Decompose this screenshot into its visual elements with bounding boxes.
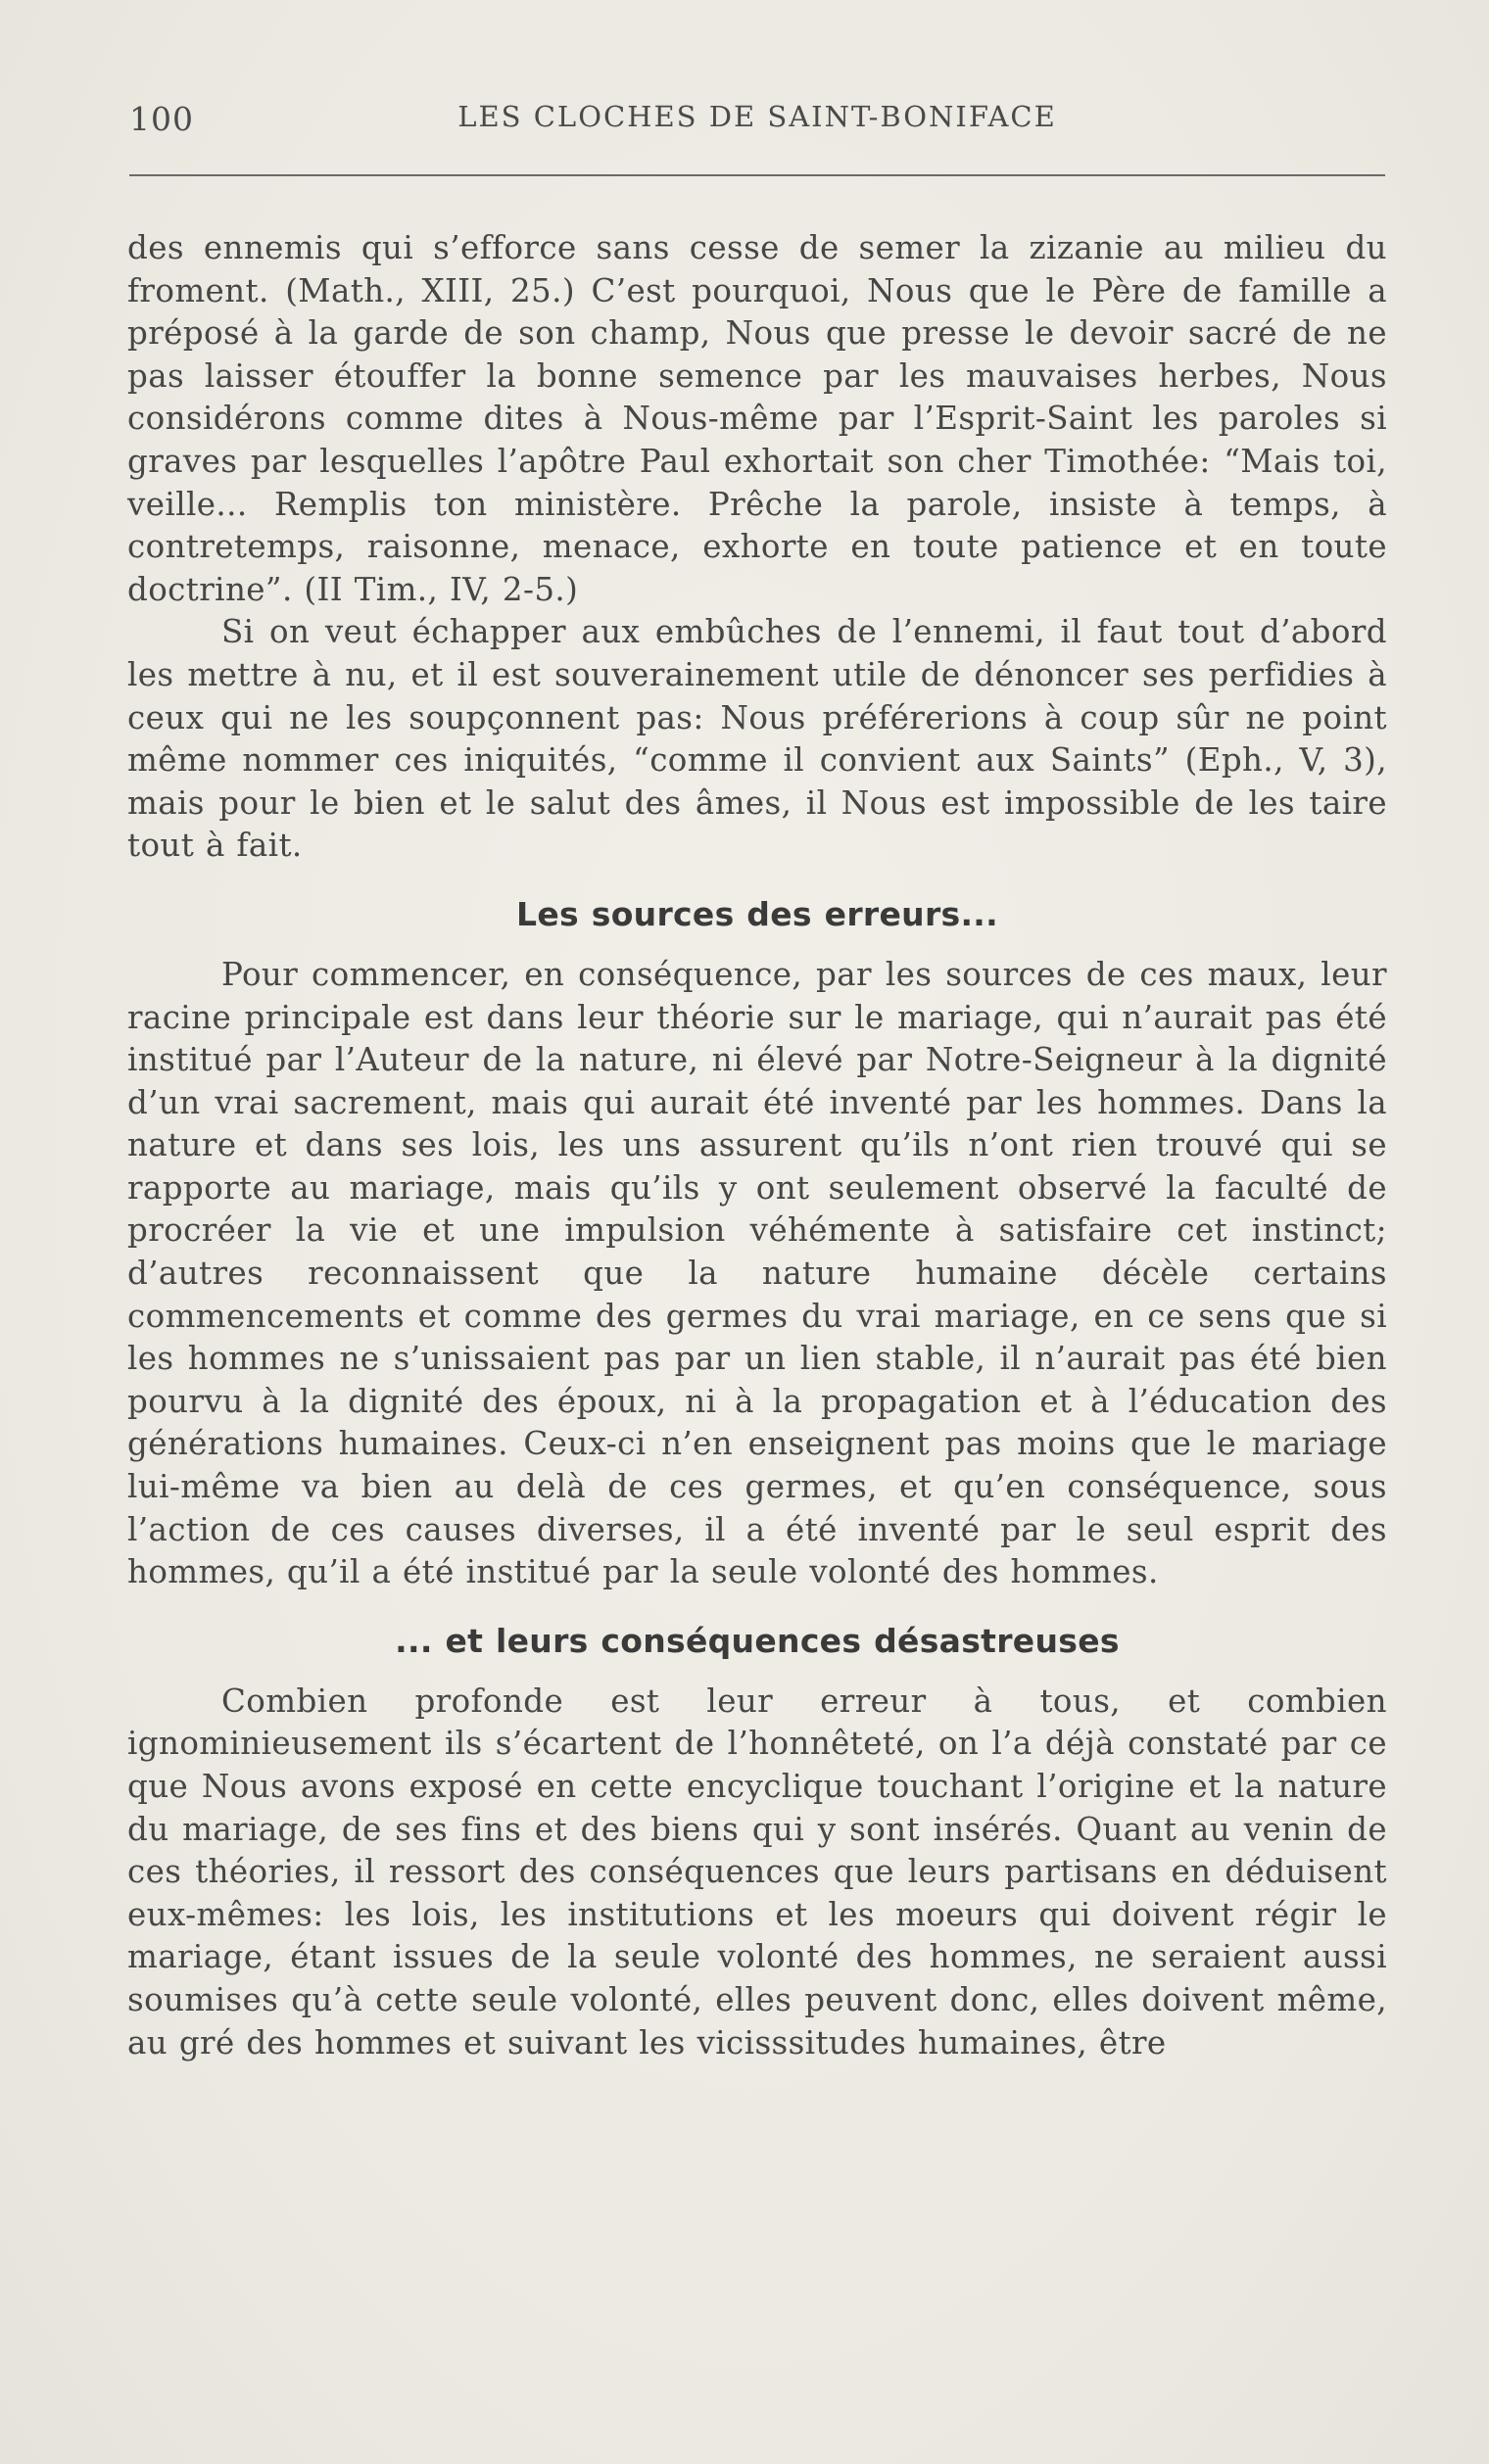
body-text xyxy=(127,227,1387,2064)
header-rule xyxy=(129,174,1385,176)
section-heading-sources: Les sources des erreurs... xyxy=(516,894,998,933)
running-title: LES CLOCHES DE SAINT-BONIFACE xyxy=(457,100,1057,133)
paragraph-3: Pour commencer, en conséquence, par les sources de ces maux, leur racine principale est dans leur théorie sur le mariage, qui n’aurait pas été institué par l’Auteur de la nature, ni élevé par Notre-Seigneur à la dignité d’un vrai sacrement, mais qui aurait été inventé par les hommes. Dans la nature et dans ses lois, les uns assurent qu’ils n’ont rien trouvé qui se rapporte au mariage, mais qu’ils y ont seulement observé la faculté de procréer la vie et une impulsion véhémente à satisfaire cet instinct; d’autres reconnaissent que la nature humaine décèle certains commencements et comme des germes du vrai mariage, en ce sens que si les hommes ne s’unissaient pas par un lien stable, il n’aurait pas été bien pourvu à la dignité des époux, ni à la propagation et à l’éducation des générations humaines. Ceux-ci n’en enseignent pas moins que le mariage lui-même va bien au delà de ces germes, et qu’en conséquence, sous l’action de ces causes diverses, il a été inventé par le seul esprit des hommes, qu’il a été institué par la seule volonté des hommes. xyxy=(127,955,1387,1591)
paragraph-4: Combien profonde est leur erreur à tous, et combien ignominieusement ils s’écartent de l’honnêteté, on l’a déjà constaté par ce que Nous avons exposé en cette encyclique touchant l’origine et la nature du mariage, de ses fins et des biens qui y sont insérés. Quant au venin de ces théories, il ressort des conséquences que leurs partisans en déduisent eux-mêmes: les lois, les institutions et les moeurs qui doivent régir le mariage, étant issues de la seule volonté des hommes, ne seraient aussi soumises qu’à cette seule volonté, elles peuvent donc, elles doivent même, au gré des hommes et suivant les vicisssitudes humaines, être xyxy=(127,1682,1387,2061)
page-header xyxy=(129,96,1385,139)
paragraph-1: des ennemis qui s’efforce sans cesse de semer la zizanie au milieu du froment. (Math., XIII, 25.) C’est pourquoi, Nous que le Père de famille a préposé à la garde de son champ, Nous que presse le devoir sacré de ne pas laisser étouffer la bonne semence par les mauvaises herbes, Nous considérons comme dites à Nous-même par l’Esprit-Saint les paroles si graves par lesquelles l’apôtre Paul exhortait son cher Timothée: “Mais toi, veille... Remplis ton ministère. Prêche la parole, insiste à temps, à contretemps, raisonne, menace, exhorte en toute patience et en toute doctrine”. (II Tim., IV, 2-5.) xyxy=(127,229,1387,608)
paragraph-2: Si on veut échapper aux embûches de l’ennemi, il faut tout d’abord les mettre à nu, et il est souverainement utile de dénoncer ses perfidies à ceux qui ne les soupçonnent pas: Nous préférerions à coup sûr ne point même nommer ces iniquités, “comme il convient aux Saints” (Eph., V, 3), mais pour le bien et le salut des âmes, il Nous est impossible de les taire tout à fait. xyxy=(127,613,1387,865)
section-heading-consequences: ... et leurs conséquences désastreuses xyxy=(395,1621,1120,1660)
page-number: 100 xyxy=(129,100,194,138)
